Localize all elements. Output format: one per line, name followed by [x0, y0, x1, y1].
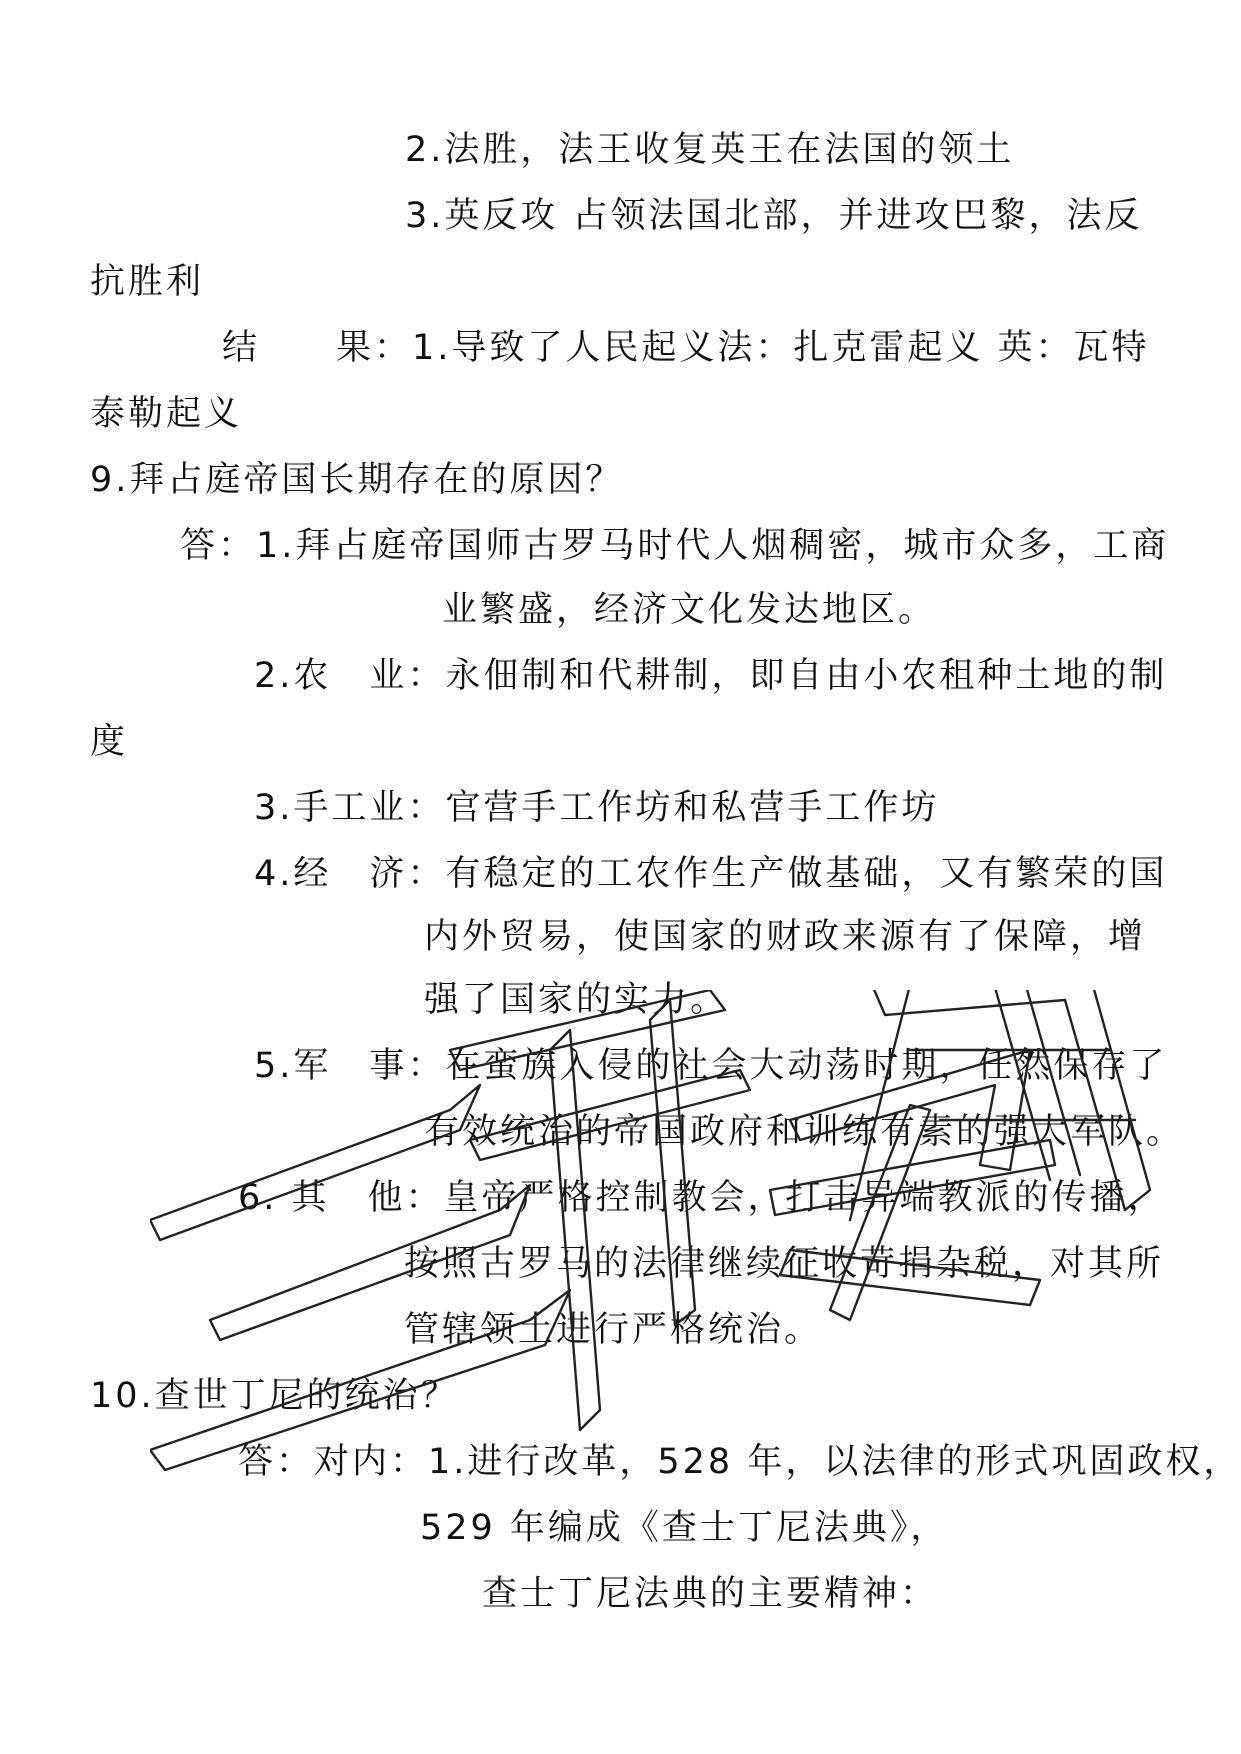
question-heading-10: 10.查世丁尼的统治？	[90, 1376, 459, 1416]
text-line: 查士丁尼法典的主要精神：	[482, 1574, 939, 1614]
text-line: 按照古罗马的法律继续征收苛捐杂税，对其所	[404, 1244, 1165, 1284]
text-line: 3.手工业：官营手工作坊和私营手工作坊	[254, 788, 940, 828]
text-line: 业繁盛，经济文化发达地区。	[442, 590, 937, 630]
text-line: 3.英反攻 占领法国北部，并进攻巴黎，法反	[405, 196, 1143, 236]
text-line: 2.农 业：永佃制和代耕制，即自由小农租种土地的制	[254, 656, 1168, 696]
text-line: 6. 其 他：皇帝严格控制教会，打击异端教派的传播，	[238, 1178, 1166, 1218]
question-heading-9: 9.拜占庭帝国长期存在的原因？	[90, 460, 624, 500]
text-line: 529 年编成《查士丁尼法典》，	[420, 1508, 949, 1548]
text-line: 4.经 济：有稳定的工农作生产做基础，又有繁荣的国	[254, 854, 1168, 894]
text-line: 抗胜利	[90, 262, 205, 302]
text-line: 2.法胜，法王收复英王在法国的领土	[405, 130, 1015, 170]
text-line: 度	[90, 722, 129, 762]
text-line: 内外贸易，使国家的财政来源有了保障，增	[424, 917, 1147, 957]
text-line: 答：对内：1.进行改革，528 年，以法律的形式巩固政权，	[238, 1442, 1241, 1482]
text-line: 有效统治的帝国政府和训练有素的强大军队。	[424, 1112, 1185, 1152]
text-line: 泰勒起义	[90, 394, 243, 434]
text-line: 结 果：1.导致了人民起义法：扎克雷起义 英：瓦特	[222, 328, 1150, 368]
text-line: 5.军 事：在蛮族入侵的社会大动荡时期，任然保存了	[254, 1046, 1168, 1086]
text-line: 答：1.拜占庭帝国师古罗马时代人烟稠密，城市众多，工商	[180, 526, 1170, 566]
text-line: 管辖领土进行严格统治。	[404, 1310, 823, 1350]
text-line: 强了国家的实力。	[424, 980, 729, 1020]
